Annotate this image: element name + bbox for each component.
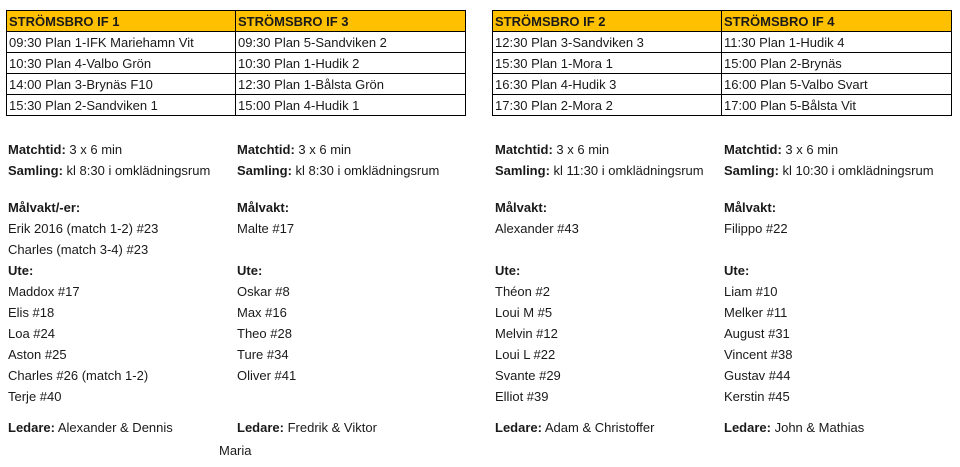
player-item: Melvin #12 xyxy=(495,326,558,341)
player-item: Loa #24 xyxy=(8,326,55,341)
outfield-heading: Ute: xyxy=(495,263,521,278)
player-item: Kerstin #45 xyxy=(724,389,790,404)
match-cell: 15:30 Plan 2-Sandviken 1 xyxy=(7,95,236,116)
player-item: Vincent #38 xyxy=(724,347,793,362)
player-item: Alexander #43 xyxy=(495,221,579,236)
match-cell: 10:30 Plan 4-Valbo Grön xyxy=(7,53,236,74)
player-item: Svante #29 xyxy=(495,368,561,383)
schedule-table-left xyxy=(6,10,466,116)
match-cell: 17:00 Plan 5-Bålsta Vit xyxy=(722,95,952,116)
player-item: Loui L #22 xyxy=(495,347,556,362)
player-item: Loui M #5 xyxy=(495,305,553,320)
match-cell: 09:30 Plan 1-IFK Mariehamn Vit xyxy=(7,32,236,53)
player-item: Maddox #17 xyxy=(8,284,80,299)
player-item: Terje #40 xyxy=(8,389,62,404)
team-header: STRÖMSBRO IF 1 xyxy=(7,11,236,32)
player-item: Gustav #44 xyxy=(724,368,791,383)
matchtid-line: Matchtid: 3 x 6 min xyxy=(724,142,839,157)
player-item: Max #16 xyxy=(237,305,287,320)
player-item: Elliot #39 xyxy=(495,389,549,404)
outfield-heading: Ute: xyxy=(724,263,750,278)
table-header-row xyxy=(7,11,466,32)
match-cell: 15:00 Plan 2-Brynäs xyxy=(722,53,952,74)
match-cell: 15:30 Plan 1-Mora 1 xyxy=(493,53,722,74)
player-item: Ture #34 xyxy=(237,347,289,362)
team-info-column xyxy=(724,139,934,438)
player-item: Liam #10 xyxy=(724,284,778,299)
match-cell: 16:30 Plan 4-Hudik 3 xyxy=(493,74,722,95)
table-row xyxy=(7,53,466,74)
player-item: Melker #11 xyxy=(724,305,788,320)
table-row xyxy=(7,95,466,116)
goalkeeper-heading: Målvakt: xyxy=(237,200,290,215)
player-item: Théon #2 xyxy=(495,284,550,299)
outfield-heading: Ute: xyxy=(8,263,34,278)
player-item: Aston #25 xyxy=(8,347,67,362)
match-cell: 12:30 Plan 3-Sandviken 3 xyxy=(493,32,722,53)
samling-line: Samling: kl 8:30 i omklädningsrum xyxy=(237,163,440,178)
outfield-heading: Ute: xyxy=(237,263,263,278)
player-item: Filippo #22 xyxy=(724,221,788,236)
leaders-line: Ledare: Alexander & Dennis xyxy=(8,420,173,435)
samling-line: Samling: kl 11:30 i omklädningsrum xyxy=(495,163,704,178)
match-cell: 12:30 Plan 1-Bålsta Grön xyxy=(236,74,466,95)
goalkeeper-heading: Målvakt/-er: xyxy=(8,200,81,215)
matchtid-line: Matchtid: 3 x 6 min xyxy=(495,142,610,157)
match-cell: 16:00 Plan 5-Valbo Svart xyxy=(722,74,952,95)
team-header: STRÖMSBRO IF 4 xyxy=(722,11,952,32)
match-cell: 17:30 Plan 2-Mora 2 xyxy=(493,95,722,116)
matchtid-line: Matchtid: 3 x 6 min xyxy=(237,142,352,157)
table-row xyxy=(493,32,952,53)
team-info-column xyxy=(495,139,704,438)
match-cell: 09:30 Plan 5-Sandviken 2 xyxy=(236,32,466,53)
goalkeeper-heading: Målvakt: xyxy=(724,200,777,215)
table-row xyxy=(7,32,466,53)
leaders-line: Ledare: Adam & Christoffer xyxy=(495,420,655,435)
leaders-line: Ledare: John & Mathias xyxy=(724,420,865,435)
player-item: Charles (match 3-4) #23 xyxy=(8,242,149,257)
team-header: STRÖMSBRO IF 2 xyxy=(493,11,722,32)
player-item: Oliver #41 xyxy=(237,368,297,383)
player-item: August #31 xyxy=(724,326,790,341)
samling-line: Samling: kl 8:30 i omklädningsrum xyxy=(8,163,211,178)
player-item: Elis #18 xyxy=(8,305,55,320)
player-item: Theo #28 xyxy=(237,326,292,341)
table-row xyxy=(493,74,952,95)
table-row xyxy=(493,53,952,74)
match-cell: 10:30 Plan 1-Hudik 2 xyxy=(236,53,466,74)
player-item: Erik 2016 (match 1-2) #23 xyxy=(8,221,159,236)
table-row xyxy=(7,74,466,95)
match-cell: 15:00 Plan 4-Hudik 1 xyxy=(236,95,466,116)
table-header-row xyxy=(493,11,952,32)
match-cell: 11:30 Plan 1-Hudik 4 xyxy=(722,32,952,53)
match-cell: 14:00 Plan 3-Brynäs F10 xyxy=(7,74,236,95)
goalkeeper-heading: Målvakt: xyxy=(495,200,548,215)
team-info-column xyxy=(237,139,439,438)
leaders-line: Ledare: Fredrik & Viktor xyxy=(237,420,377,435)
player-item: Malte #17 xyxy=(237,221,295,236)
team-info-column xyxy=(8,139,210,438)
leaders-extra: Maria xyxy=(219,443,252,458)
team-header: STRÖMSBRO IF 3 xyxy=(236,11,466,32)
schedule-table-right xyxy=(492,10,952,116)
matchtid-line: Matchtid: 3 x 6 min xyxy=(8,142,123,157)
player-item: Oskar #8 xyxy=(237,284,290,299)
samling-line: Samling: kl 10:30 i omklädningsrum xyxy=(724,163,934,178)
player-item: Charles #26 (match 1-2) xyxy=(8,368,149,383)
table-row xyxy=(493,95,952,116)
